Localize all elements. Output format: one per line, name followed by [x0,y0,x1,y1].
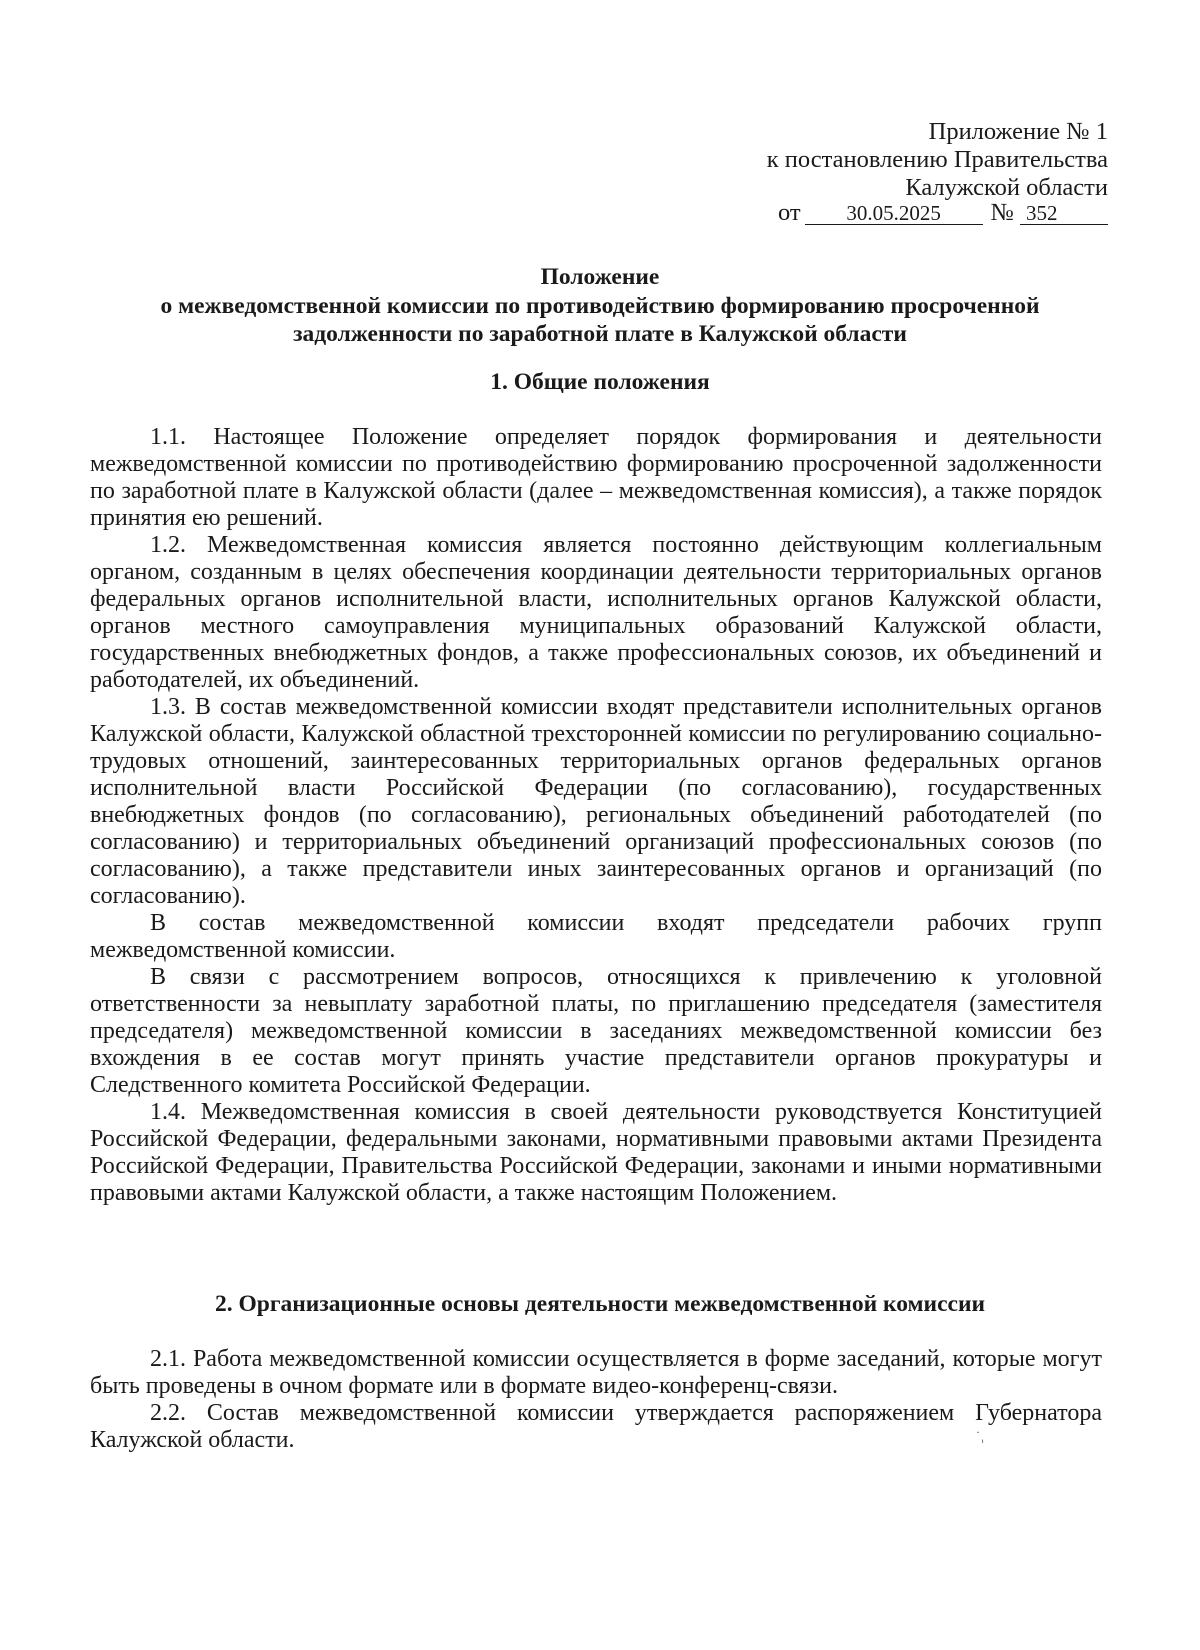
appendix-region: Калужской области [905,174,1108,201]
section-1-body [90,424,1102,1207]
title-line-1: Положение [540,264,660,290]
appendix-number: Приложение № 1 [928,118,1108,145]
paragraph-1-3-prosecution: В связи с рассмотрением вопросов, относящихся к привлечению к уголовной ответственности за невыплату заработной платы, по приглашению председателя (заместителя председателя) межведомственной комиссии в заседаниях межведомственной комиссии без вхождения в ее состав могут принять участие представители органов прокуратуры и Следственного комитета Российской Федерации. [90,964,1102,1098]
resolution-number: 352 [1020,202,1108,225]
paragraph-1-3: 1.3. В состав межведомственной комиссии входят представители исполнительных органов Калужской области, Калужской областной трехсторонней комиссии по регулированию социально-трудовых отношений, заинтересованных территориальных органов федеральных органов исполнительной власти Российской Федерации (по согласованию), государственных внебюджетных фондов (по согласованию), региональных объединений работодателей (по согласованию) и территориальных объединений организаций профессиональных союзов (по согласованию), а также представители иных заинтересованных органов и организаций (по согласованию). [90,694,1102,909]
paragraph-1-3-chairs: В состав межведомственной комиссии входят председатели рабочих групп межведомственной комиссии. [90,910,1102,963]
paragraph-2-2: 2.2. Состав межведомственной комиссии утверждается распоряжением Губернатора Калужской области. [90,1400,1102,1453]
title-line-2: о межведомственной комиссии по противодействию формированию просроченной [160,292,1040,319]
document-title [70,263,1130,349]
section-1-heading: 1. Общие положения [490,369,710,395]
title-line-3: задолженности по заработной плате в Калужской области [293,321,907,347]
number-sign: № [990,199,1014,226]
section-2-heading: 2. Организационные основы деятельности межведомственной комиссии [214,1291,986,1317]
date-from-label: от [777,199,801,226]
paragraph-2-1: 2.1. Работа межведомственной комиссии осуществляется в форме заседаний, которые могут быть проведены в очном формате или в формате видео-конференц-связи. [90,1346,1102,1399]
appendix-resolution: к постановлению Правительства [766,146,1108,173]
paragraph-1-4: 1.4. Межведомственная комиссия в своей деятельности руководствуется Конституцией Российской Федерации, федеральными законами, нормативными правовыми актами Президента Российской Федерации, Правительства Российской Федерации, законами и иными нормативными правовыми актами Калужской области, а также настоящим Положением. [90,1099,1102,1206]
paragraph-1-1: 1.1. Настоящее Положение определяет порядок формирования и деятельности межведомственной комиссии по противодействию формированию просроченной задолженности по заработной плате в Калужской области (далее – межведомственная комиссия), а также порядок принятия ею решений. [90,424,1102,531]
paragraph-1-2: 1.2. Межведомственная комиссия является постоянно действующим коллегиальным органом, созданным в целях обеспечения координации деятельности территориальных органов федеральных органов исполнительной власти, исполнительных органов Калужской области, органов местного самоуправления муниципальных образований Калужской области, государственных внебюджетных фондов, а также профессиональных союзов, их объединений и работодателей, их объединений. [90,532,1102,693]
resolution-date: 30.05.2025 [805,202,983,225]
appendix-date-line [767,199,1108,227]
section-2-body [90,1346,1102,1454]
scan-speck: ˙ˌ [975,1430,985,1444]
appendix-header [767,118,1108,227]
